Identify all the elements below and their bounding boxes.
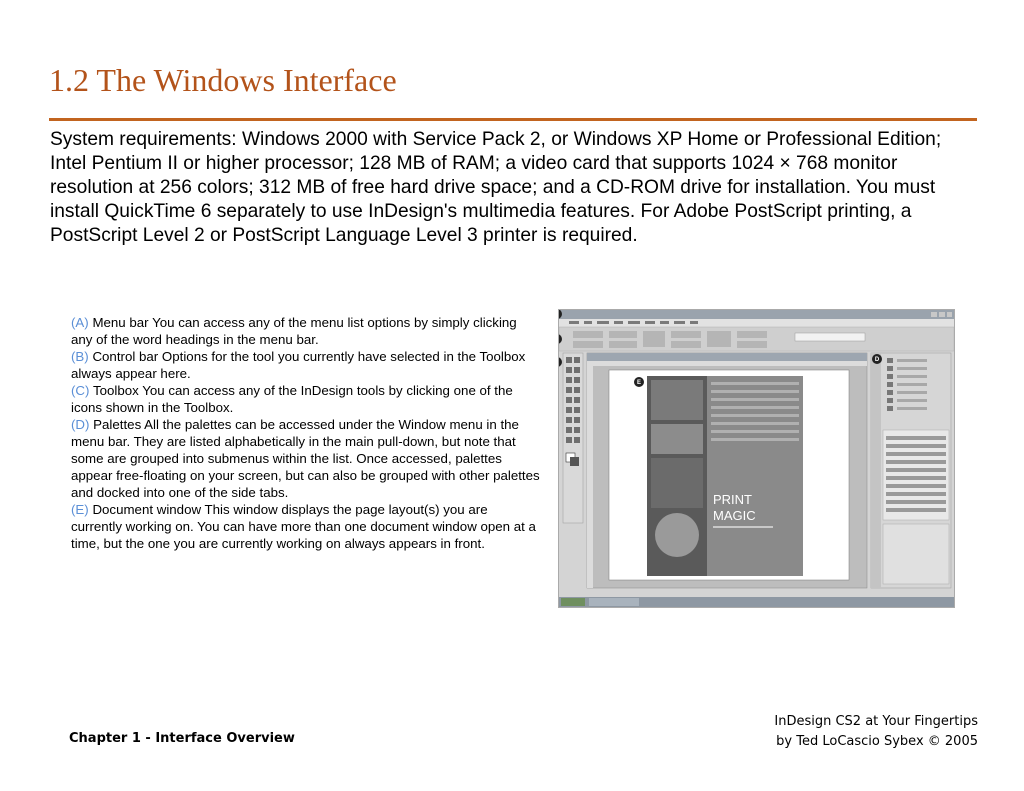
note-text: Menu bar You can access any of the menu list options by simply clicking any of the word headings in the menu bar. [71,315,517,347]
note-tag: (B) [71,349,89,364]
footer-author: by Ted LoCascio Sybex © 2005 [776,734,978,749]
callout-e-label: E [636,380,642,386]
note-tag: (A) [71,315,89,330]
note-tag: (E) [71,502,89,517]
note-text: Toolbox You can access any of the InDesign tools by clicking one of the icons shown in the Toolbox. [71,383,513,415]
note-c [71,382,541,416]
note-e [71,501,541,552]
indesign-window-illustration [559,310,954,607]
footer-chapter: Chapter 1 - Interface Overview [69,731,295,746]
callout-c-marker [559,357,562,367]
cover-title-magic: MAGIC [713,508,756,523]
note-text: Control bar Options for the tool you currently have selected in the Toolbox always appear here. [71,349,526,381]
note-a [71,314,541,348]
note-b [71,348,541,382]
stroke-palette [883,524,949,584]
slide-title: 1.2 The Windows Interface [49,62,397,98]
footer-book-title: InDesign CS2 at Your Fingertips [774,714,978,729]
footer-book-credit [774,712,978,752]
window-title-bar [559,310,954,319]
callout-descriptions [71,314,541,552]
cover-title-print: PRINT [713,492,752,507]
note-d [71,416,541,501]
note-text: Palettes All the palettes can be accessed under the Window menu in the menu bar. They are listed alphabetically in the main pull-down, but note that some are grouped into submenus within the list. Once accessed, palettes appear free-floating on your screen, but can also be grouped with other palettes and docked into one of the side tabs. [71,417,540,500]
swatches-palette [883,430,949,520]
note-tag: (D) [71,417,90,432]
callout-d-label: D [874,357,880,363]
title-divider [49,118,977,121]
note-tag: (C) [71,383,90,398]
note-text: Document window This window displays the page layout(s) you are currently working on. You can have more than one document window open at a time, but the one you are currently working on always appears in front. [71,502,536,551]
indesign-screenshot [558,309,955,608]
system-requirements-text: System requirements: Windows 2000 with Service Pack 2, or Windows XP Home or Professional Edition; Intel Pentium II or higher processor; 128 MB of RAM; a video card that supports 1024 × 768 monitor resolution at 256 colors; 312 MB of free hard drive space; and a CD-ROM drive for installation. You must install QuickTime 6 separately to use InDesign's multimedia features. For Adobe PostScript printing, a PostScript Level 2 or PostScript Language Level 3 printer is required. [50,129,942,246]
